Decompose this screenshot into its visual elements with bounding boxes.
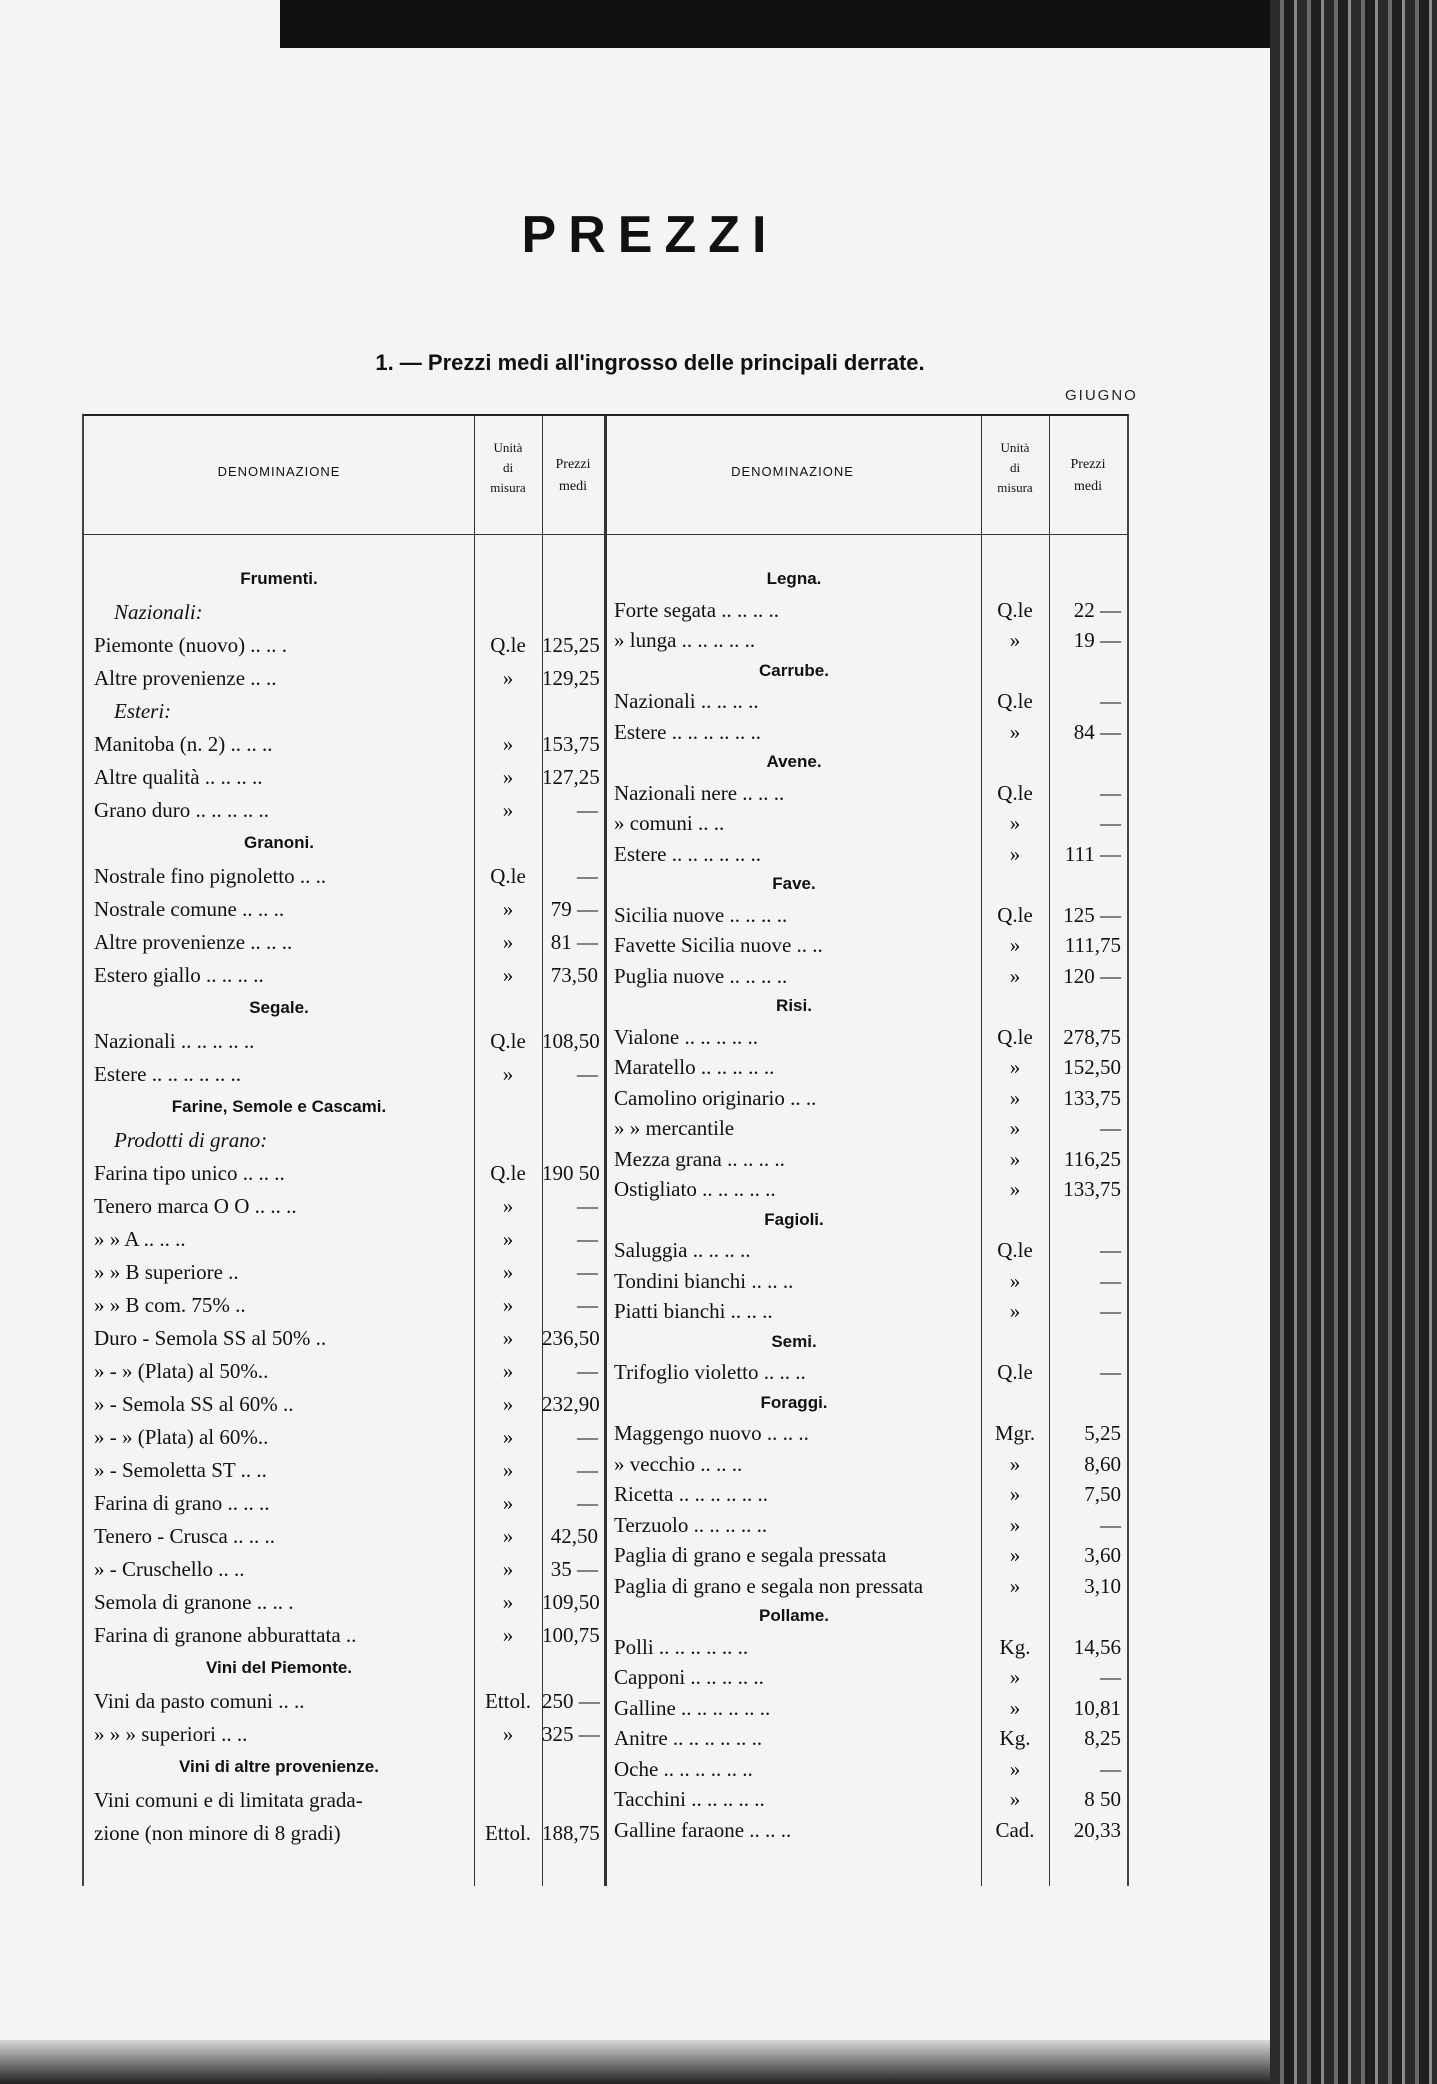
table-row — [84, 1024, 1127, 1050]
item-label: Estere .. .. .. .. .. .. — [94, 1062, 241, 1086]
item-label: Farina di grano .. .. .. — [94, 1491, 270, 1515]
price-cell: 133,75 — [1063, 1177, 1121, 1201]
unit-cell: Ettol. — [484, 1689, 532, 1713]
section-label: Farine, Semole e Cascami. — [171, 1097, 387, 1116]
table-row — [84, 627, 1127, 653]
table-row — [84, 719, 1127, 745]
item-label: Manitoba (n. 2) .. .. .. — [94, 732, 273, 756]
section-label: Semi. — [771, 1331, 817, 1351]
section-heading — [84, 993, 1127, 1019]
price-cell: — — [1100, 1238, 1121, 1262]
unit-cell: Q.le — [490, 633, 526, 657]
price-cell: 42,50 — [550, 1524, 598, 1548]
unit-cell: » — [1009, 1146, 1021, 1171]
table-row — [84, 1634, 1127, 1660]
item-label: Oche .. .. .. .. .. .. — [614, 1756, 753, 1781]
price-cell: 108,50 — [542, 1029, 600, 1053]
item-label: Maggengo nuovo .. .. .. — [614, 1421, 809, 1445]
item-label: Estere .. .. .. .. .. .. — [614, 841, 761, 866]
price-cell: 73,50 — [550, 963, 598, 987]
unit-cell: » — [502, 1722, 514, 1746]
price-cell: 10,81 — [1073, 1695, 1121, 1720]
unit-cell: Q.le — [490, 864, 526, 888]
table-row — [84, 1268, 1127, 1294]
item-label: » - » (Plata) al 60%.. — [94, 1425, 269, 1449]
table-row — [84, 1512, 1127, 1538]
unit-cell: » — [502, 1260, 514, 1284]
page-title: PREZZI — [521, 206, 779, 264]
section-label: Risi. — [776, 996, 812, 1015]
item-label: Nostrale fino pignoletto .. .. — [94, 864, 327, 888]
unit-cell: » — [502, 1062, 514, 1086]
unit-cell: » — [1009, 1756, 1021, 1781]
item-label: Anitre .. .. .. .. .. .. — [614, 1726, 763, 1750]
price-cell: — — [577, 1260, 598, 1284]
item-label: Sicilia nuove .. .. .. .. — [614, 902, 788, 927]
unit-cell: » — [1009, 933, 1021, 957]
price-cell: — — [1100, 811, 1121, 835]
price-cell: — — [1100, 1268, 1121, 1293]
item-label: » » » superiori .. .. — [94, 1722, 248, 1746]
item-label: Altre provenienze .. .. .. — [94, 930, 293, 954]
section-label: Vini del Piemonte. — [205, 1658, 353, 1677]
unit-cell: Q.le — [997, 597, 1033, 622]
item-label: Estero giallo .. .. .. .. — [94, 963, 264, 987]
unit-cell: » — [502, 930, 514, 954]
unit-cell: Q.le — [997, 1024, 1033, 1049]
unit-cell: » — [1009, 628, 1021, 652]
price-cell: 79 — — [550, 897, 598, 921]
unit-cell: » — [1009, 1268, 1021, 1293]
unit-cell: » — [502, 1293, 514, 1317]
unit-cell: Kg. — [999, 1634, 1031, 1659]
table-caption: 1. — Prezzi medi all'ingrosso delle principali derrate. — [375, 350, 925, 375]
price-cell: 116,25 — [1064, 1146, 1121, 1171]
unit-cell: » — [502, 1227, 514, 1251]
price-cell: 109,50 — [542, 1590, 600, 1614]
unit-cell: » — [1009, 1177, 1021, 1201]
section-label: Granoni. — [244, 833, 314, 852]
table-row — [84, 1054, 1127, 1080]
table-row — [84, 1451, 1127, 1477]
price-cell: 81 — — [550, 930, 598, 954]
price-cell: 8,25 — [1084, 1726, 1121, 1750]
item-label: » » mercantile — [614, 1116, 735, 1140]
price-cell: — — [1100, 780, 1121, 805]
table-row — [84, 1817, 1127, 1843]
header-unit-right — [981, 438, 1049, 498]
section-label: Fagioli. — [764, 1209, 824, 1229]
unit-cell: » — [502, 1458, 514, 1482]
unit-cell: » — [502, 1392, 514, 1416]
price-cell: 3,60 — [1084, 1543, 1121, 1567]
price-cell: 188,75 — [542, 1821, 600, 1845]
table-row — [84, 1756, 1127, 1782]
item-label: Ricetta .. .. .. .. .. .. — [614, 1482, 768, 1506]
unit-cell: Ettol. — [484, 1821, 532, 1845]
unit-cell: » — [1009, 1055, 1021, 1079]
item-label: » » A .. .. .. — [94, 1227, 186, 1251]
table-row — [84, 1481, 1127, 1507]
table-row — [84, 780, 1127, 806]
table-row — [84, 810, 1127, 836]
section-label: Avene. — [766, 752, 822, 771]
item-label: Piemonte (nuovo) .. .. . — [94, 633, 288, 657]
item-label: Ostigliato .. .. .. .. .. — [614, 1177, 776, 1201]
header-price-left — [542, 454, 604, 498]
price-cell: — — [1100, 689, 1121, 713]
item-label: Estere .. .. .. .. .. .. — [614, 719, 761, 744]
price-cell: — — [577, 1062, 598, 1086]
item-label: Tondini bianchi .. .. .. — [614, 1268, 794, 1293]
item-label: Nazionali: — [114, 600, 203, 624]
price-table — [82, 414, 1129, 1886]
price-cell: — — [577, 1293, 598, 1317]
price-cell: — — [577, 1425, 598, 1449]
price-cell: 20,33 — [1073, 1817, 1121, 1842]
header-denomination-right: DENOMINAZIONE — [731, 464, 854, 479]
header-price-line1: Prezzi — [555, 457, 591, 472]
price-cell: 84 — — [1073, 719, 1121, 744]
item-label: Maratello .. .. .. .. .. — [614, 1055, 775, 1079]
unit-cell: » — [1009, 1695, 1021, 1720]
table-row — [84, 1695, 1127, 1721]
price-cell: 278,75 — [1063, 1024, 1121, 1049]
unit-cell: » — [1009, 1085, 1021, 1110]
table-row — [84, 841, 1127, 867]
section-label: Segale. — [249, 998, 309, 1017]
price-cell: — — [1100, 1756, 1121, 1781]
unit-cell: » — [502, 1194, 514, 1218]
unit-cell: » — [502, 1623, 514, 1647]
unit-cell: Q.le — [490, 1029, 526, 1053]
section-heading — [84, 1390, 1127, 1416]
unit-cell: » — [1009, 1665, 1021, 1689]
item-label: zione (non minore di 8 gradi) — [94, 1821, 341, 1845]
price-cell: 129,25 — [542, 666, 600, 690]
unit-cell: » — [1009, 811, 1021, 835]
header-unit-line3: misura — [997, 480, 1033, 495]
section-heading — [84, 1207, 1127, 1233]
unit-cell: » — [502, 1524, 514, 1548]
price-cell: — — [577, 1458, 598, 1482]
item-label: » lunga .. .. .. .. .. — [614, 628, 756, 652]
item-label: Camolino originario .. .. — [614, 1085, 817, 1110]
price-cell: — — [577, 1227, 598, 1251]
unit-cell: » — [1009, 719, 1021, 744]
item-label: Paglia di grano e segala non pressata — [614, 1573, 924, 1598]
unit-cell: Q.le — [997, 689, 1033, 713]
item-label: » » B com. 75% .. — [94, 1293, 246, 1317]
price-cell: — — [1100, 1360, 1121, 1384]
unit-cell: » — [502, 732, 514, 756]
table-row — [84, 1085, 1127, 1111]
unit-cell: » — [1009, 1787, 1021, 1811]
price-cell: — — [577, 1194, 598, 1218]
price-cell: 325 — — [542, 1722, 600, 1746]
header-unit-line3: misura — [490, 480, 526, 495]
price-cell: 232,90 — [542, 1392, 600, 1416]
item-label: Piatti bianchi .. .. .. — [614, 1299, 773, 1323]
price-cell: 127,25 — [542, 765, 600, 789]
item-label: Prodotti di grano: — [114, 1128, 268, 1152]
unit-cell: Kg. — [999, 1726, 1031, 1750]
section-label: Pollame. — [759, 1606, 829, 1625]
unit-cell: » — [1009, 1573, 1021, 1598]
table-row — [84, 597, 1127, 623]
table-row — [84, 1786, 1127, 1812]
price-cell: 5,25 — [1084, 1421, 1121, 1445]
item-label: Forte segata .. .. .. .. — [614, 597, 780, 622]
section-heading — [84, 1329, 1127, 1355]
item-label: Nazionali .. .. .. .. .. — [94, 1029, 255, 1053]
price-cell: 35 — — [550, 1557, 598, 1581]
item-label: » comuni .. .. — [614, 811, 725, 835]
header-unit-line2: di — [502, 460, 514, 475]
table-row — [84, 1725, 1127, 1751]
table-row — [84, 1115, 1127, 1141]
item-label: Puglia nuove .. .. .. .. — [614, 963, 788, 988]
price-cell: 14,56 — [1073, 1634, 1121, 1659]
item-label: » vecchio .. .. .. — [614, 1451, 743, 1476]
item-label: Tacchini .. .. .. .. .. — [614, 1787, 765, 1811]
header-denomination-left: DENOMINAZIONE — [217, 464, 341, 479]
section-heading — [84, 1603, 1127, 1629]
month-label: GIUGNO — [1065, 387, 1138, 404]
unit-cell: » — [1009, 1116, 1021, 1140]
price-cell: 111 — — [1064, 841, 1121, 866]
section-label: Frumenti. — [240, 569, 318, 588]
price-cell: — — [577, 1359, 598, 1383]
price-cell: 250 — — [542, 1689, 600, 1713]
price-cell: — — [1100, 1665, 1121, 1689]
unit-cell: » — [502, 897, 514, 921]
price-cell: 133,75 — [1063, 1085, 1121, 1110]
item-label: Favette Sicilia nuove .. .. — [614, 933, 823, 957]
section-label: Fave. — [772, 874, 816, 893]
item-label: Farina di granone abburattata .. — [94, 1623, 357, 1647]
price-cell: 153,75 — [542, 732, 600, 756]
item-label: Trifoglio violetto .. .. .. — [614, 1360, 806, 1384]
item-label: Semola di granone .. .. . — [94, 1590, 294, 1614]
unit-cell: Cad. — [995, 1817, 1035, 1842]
price-cell: 125,25 — [542, 633, 600, 657]
price-cell: — — [1100, 1512, 1121, 1537]
unit-cell: Q.le — [997, 1238, 1033, 1262]
section-heading — [84, 566, 1127, 592]
unit-cell: » — [1009, 841, 1021, 866]
section-heading — [84, 749, 1127, 775]
section-heading — [84, 658, 1127, 684]
price-cell: 152,50 — [1063, 1055, 1121, 1079]
item-label: Grano duro .. .. .. .. .. — [94, 798, 269, 822]
unit-cell: » — [502, 1557, 514, 1581]
item-label: Tenero marca O O .. .. .. — [94, 1194, 297, 1218]
item-label: Vini da pasto comuni .. .. — [94, 1689, 305, 1713]
price-cell: 111,75 — [1064, 933, 1121, 957]
item-label: Duro - Semola SS al 50% .. — [94, 1326, 327, 1350]
price-cell: 100,75 — [542, 1623, 600, 1647]
scan-border-bottom — [0, 2040, 1300, 2084]
table-row — [84, 1420, 1127, 1446]
section-heading — [84, 871, 1127, 897]
price-cell: 125 — — [1063, 902, 1121, 927]
table-row — [84, 1146, 1127, 1172]
unit-cell: » — [502, 765, 514, 789]
item-label: Mezza grana .. .. .. .. — [614, 1146, 785, 1171]
table-row — [84, 1573, 1127, 1599]
scan-border-top — [280, 0, 1300, 48]
item-label: Saluggia .. .. .. .. — [614, 1238, 751, 1262]
item-label: Nazionali .. .. .. .. — [614, 689, 759, 713]
unit-cell: » — [1009, 1451, 1021, 1476]
item-label: Galline .. .. .. .. .. .. — [614, 1695, 771, 1720]
unit-cell: » — [1009, 963, 1021, 988]
item-label: Altre qualità .. .. .. .. — [94, 765, 263, 789]
price-cell: 190 50 — [542, 1161, 600, 1185]
item-label: Nostrale comune .. .. .. — [94, 897, 285, 921]
unit-cell: Q.le — [490, 1161, 526, 1185]
section-label: Foraggi. — [760, 1392, 828, 1412]
unit-cell: » — [502, 1359, 514, 1383]
header-price-line1: Prezzi — [1070, 457, 1106, 472]
unit-cell: » — [502, 666, 514, 690]
price-cell: 120 — — [1063, 963, 1121, 988]
unit-cell: » — [502, 963, 514, 987]
unit-cell: Q.le — [997, 902, 1033, 927]
table-row — [84, 1664, 1127, 1690]
header-unit-line1: Unità — [1000, 440, 1030, 455]
item-label: Vini comuni e di limitata grada- — [94, 1788, 363, 1812]
section-label: Legna. — [766, 569, 822, 588]
item-label: Polli .. .. .. .. .. .. — [614, 1634, 749, 1659]
unit-cell: Mgr. — [994, 1421, 1036, 1445]
price-cell: 19 — — [1073, 628, 1121, 652]
table-row — [84, 932, 1127, 958]
table-row — [84, 1237, 1127, 1263]
price-cell: — — [1100, 1299, 1121, 1323]
price-cell: 236,50 — [542, 1326, 600, 1350]
item-label: Vialone .. .. .. .. .. — [614, 1024, 758, 1049]
price-cell: — — [577, 1491, 598, 1515]
unit-cell: Q.le — [997, 1360, 1033, 1384]
header-price-right — [1049, 454, 1127, 498]
item-label: » - Cruschello .. .. — [94, 1557, 245, 1581]
table-row — [84, 902, 1127, 928]
header-unit-left — [474, 438, 542, 498]
table-row — [84, 1542, 1127, 1568]
price-cell: — — [577, 798, 598, 822]
item-label: Farina tipo unico .. .. .. — [94, 1161, 285, 1185]
header-price-line2: medi — [559, 479, 587, 494]
unit-cell: » — [1009, 1543, 1021, 1567]
book-spine — [1270, 0, 1437, 2084]
price-cell: 22 — — [1073, 597, 1121, 622]
header-rule — [84, 534, 1127, 535]
item-label: » - Semoletta ST .. .. — [94, 1458, 267, 1482]
item-label: » » B superiore .. — [94, 1260, 239, 1284]
table-row — [84, 963, 1127, 989]
item-label: Capponi .. .. .. .. .. — [614, 1665, 764, 1689]
unit-cell: » — [502, 1590, 514, 1614]
unit-cell: » — [1009, 1512, 1021, 1537]
item-label: Nazionali nere .. .. .. — [614, 780, 785, 805]
unit-cell: » — [502, 1326, 514, 1350]
price-cell: 8 50 — [1084, 1787, 1121, 1811]
price-cell: — — [577, 864, 598, 888]
table-row — [84, 1359, 1127, 1385]
table-row — [84, 1298, 1127, 1324]
item-label: Paglia di grano e segala pressata — [614, 1543, 887, 1567]
price-cell: — — [1100, 1116, 1121, 1140]
item-label: Galline faraone .. .. .. — [614, 1817, 792, 1842]
table-row — [84, 688, 1127, 714]
item-label: » - » (Plata) al 50%.. — [94, 1359, 269, 1383]
item-label: Esteri: — [114, 699, 172, 723]
price-cell: 7,50 — [1084, 1482, 1121, 1506]
section-label: Carrube. — [759, 660, 829, 680]
unit-cell: » — [1009, 1299, 1021, 1323]
price-cell: 8,60 — [1084, 1451, 1121, 1476]
unit-cell: » — [1009, 1482, 1021, 1506]
item-label: Tenero - Crusca .. .. .. — [94, 1524, 276, 1548]
item-label: Terzuolo .. .. .. .. .. — [614, 1512, 768, 1537]
unit-cell: » — [502, 1491, 514, 1515]
unit-cell: » — [502, 1425, 514, 1449]
price-cell: 3,10 — [1084, 1573, 1121, 1598]
header-unit-line2: di — [1009, 460, 1021, 475]
unit-cell: Q.le — [997, 780, 1033, 805]
header-unit-line1: Unità — [493, 440, 523, 455]
unit-cell: » — [502, 798, 514, 822]
item-label: Altre provenienze .. .. — [94, 666, 277, 690]
item-label: » - Semola SS al 60% .. — [94, 1392, 294, 1416]
table-row — [84, 1176, 1127, 1202]
section-label: Vini di altre provenienze. — [179, 1757, 379, 1776]
header-price-line2: medi — [1074, 479, 1102, 494]
